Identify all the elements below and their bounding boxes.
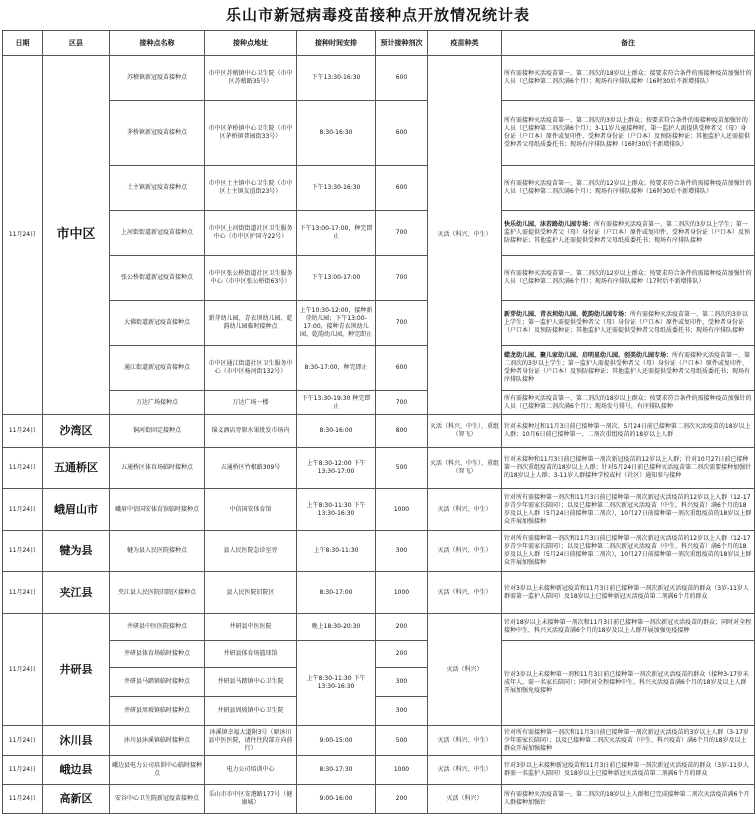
notes-cell <box>502 572 755 614</box>
site-address-cell: 万达广场一楼 <box>205 391 297 415</box>
schedule-cell: 上午8:30-12:00 下午13:30-17:00 <box>297 448 376 489</box>
site-name-cell: 夹江县人民医院旧院区接种点 <box>110 572 205 614</box>
site-name-cell: 井研县中医医院接种点 <box>110 614 205 641</box>
doses-cell: 1000 <box>376 572 428 614</box>
county-cell: 峨边县 <box>43 756 110 785</box>
site-name-cell: 通江街道新冠疫苗接种点 <box>110 346 205 391</box>
vaccine-type-cell: 灭活（科兴、中生） <box>428 726 502 756</box>
notes-cell <box>502 531 755 572</box>
header-vaccine-type: 疫苗种类 <box>428 31 502 56</box>
table-row <box>3 211 755 256</box>
table-row <box>3 301 755 346</box>
site-name-cell: 犍为县人民医院接种点 <box>110 531 205 572</box>
notes-cell <box>502 101 755 166</box>
date-cell: 11月24日 <box>3 785 43 814</box>
notes-cell <box>502 415 755 448</box>
doses-cell: 200 <box>376 785 428 814</box>
notes-cell <box>502 301 755 346</box>
doses-cell: 500 <box>376 726 428 756</box>
table-row <box>3 346 755 391</box>
header-schedule: 接种时间安排 <box>297 31 376 56</box>
site-name-cell: 铜河街固定接种点 <box>110 415 205 448</box>
site-name-cell: 张公桥街道新冠疫苗接种点 <box>110 256 205 301</box>
vaccine-type-cell: 灭活（科兴） <box>428 614 502 726</box>
page-title: 乐山市新冠病毒疫苗接种点开放情况统计表 <box>225 6 530 24</box>
table-row <box>3 756 755 785</box>
site-address-cell: 县人民医院旧院区 <box>205 572 297 614</box>
doses-cell: 700 <box>376 256 428 301</box>
site-name-cell: 茅桥镇新冠疫苗接种点 <box>110 101 205 166</box>
site-name-cell: 井研县周坡镇临时接种点 <box>110 697 205 726</box>
doses-cell: 200 <box>376 641 428 668</box>
table-row <box>3 614 755 641</box>
site-address-cell: 市中区张公桥街道社区卫生服务中心（市中区张公桥街63号） <box>205 256 297 301</box>
site-address-cell: 县人民医院急诊室旁 <box>205 531 297 572</box>
site-address-cell: 中信国安体育馆 <box>205 489 297 531</box>
notes-text: 所有需接种灭活疫苗第一、第二剂次的3岁以上学生；第一监护人需提供受种者父（母）身份证（户口本）原件或复印件、受种者身份证（户口本）及预防接种证；其他监护人还需提供受种者父母纸质委托书；现场有序排队接种 <box>504 352 751 383</box>
doses-cell: 600 <box>376 101 428 166</box>
doses-cell: 600 <box>376 166 428 211</box>
site-name-cell: 峨边县电力公司培训中心临时接种点 <box>110 756 205 785</box>
site-address-cell: 井研县体育场篮球馆 <box>205 641 297 668</box>
county-cell: 峨眉山市 <box>43 489 110 531</box>
date-cell: 11月24日 <box>3 726 43 756</box>
doses-cell: 600 <box>376 56 428 101</box>
vaccine-type-cell: 灭活（科兴） <box>428 785 502 814</box>
schedule-cell: 下午13:30-16:30 <box>297 166 376 211</box>
notes-cell <box>502 346 755 391</box>
county-cell: 五通桥区 <box>43 448 110 489</box>
notes-text: 针对未接种过和11月3日前已接种第一剂次、5月24日前已接种第二剂次灭活疫苗的18岁以上人群；10月6日前已接种第一、二剂次重组疫苗的18岁以上人群 <box>504 423 751 438</box>
site-address-cell: 新芽幼儿园、青衣坝幼儿园、乾韵幼儿园临时接种点 <box>205 301 297 346</box>
notes-text: 所有需接种灭活疫苗第一、第二剂次的3岁以上群众；按要求符合条件的需接种疫苗加强针的人员（已接种第二剂次满6个月）；3-11岁儿童接种时，第一监护人需提供受种者父（母）身份证（户口本）原件或复印件、受种者身份证（户口本）及预防接种证；其他监护人还需提供受种者父母纸质委托书；现场有序排队接种（16时30后不新增排队） <box>504 117 751 148</box>
notes-highlight: 快乐幼儿园、沫若路幼儿园专场： <box>504 221 595 228</box>
schedule-cell: 9:00-16:00 <box>297 785 376 814</box>
notes-cell <box>502 756 755 785</box>
site-name-cell: 井研县马踏镇临时接种点 <box>110 668 205 697</box>
site-address-cell: 市中区茅桥镇中心卫生院（市中区茅桥镇普园街33号） <box>205 101 297 166</box>
doses-cell: 500 <box>376 448 428 489</box>
notes-highlight: 新芽幼儿园、青衣坝幼儿园、乾韵幼儿园专场： <box>504 311 631 318</box>
county-cell: 高新区 <box>43 785 110 814</box>
doses-cell: 300 <box>376 668 428 697</box>
notes-text: 所有需接种灭活疫苗第一、第二剂次的12岁以上群众；按要求符合条件的需接种疫苗加强针的人员（已接种第二剂次满6个月）；现场有序排队接种（17时后不新增排队） <box>504 270 752 285</box>
schedule-cell: 8:30-17:30 <box>297 756 376 785</box>
doses-cell: 300 <box>376 531 428 572</box>
doses-cell: 1000 <box>376 489 428 531</box>
site-name-cell: 苏稽镇新冠疫苗接种点 <box>110 56 205 101</box>
date-cell: 11月24日 <box>3 756 43 785</box>
table-header-row <box>3 31 755 56</box>
site-address-cell: 井研县马踏镇中心卫生院 <box>205 668 297 697</box>
notes-cell <box>502 489 755 531</box>
county-cell: 犍为县 <box>43 531 110 572</box>
date-cell: 11月24日 <box>3 415 43 448</box>
site-address-cell: 井研县周坡镇中心卫生院 <box>205 697 297 726</box>
site-name-cell: 上河街街道新冠疫苗接种点 <box>110 211 205 256</box>
schedule-cell: 9:00-15:00 <box>297 726 376 756</box>
notes-cell <box>502 641 755 726</box>
table-row <box>3 726 755 756</box>
date-cell: 11月24日 <box>3 572 43 614</box>
table-row <box>3 101 755 166</box>
schedule-cell: 晚上18:30-20:30 <box>297 614 376 641</box>
notes-cell <box>502 211 755 256</box>
date-cell: 11月24日 <box>3 614 43 726</box>
site-address-cell: 市中区上河街街道社区卫生服务中心（市中区护国寺22号） <box>205 211 297 256</box>
schedule-cell: 8:30-17:00 <box>297 572 376 614</box>
notes-cell <box>502 256 755 301</box>
county-cell: 沙湾区 <box>43 415 110 448</box>
doses-cell: 800 <box>376 415 428 448</box>
header-notes: 备注 <box>502 31 755 56</box>
vaccine-type-cell: 灭活（科兴、中生） <box>428 531 502 572</box>
notes-text: 针对所有需接种第一剂次和11月3日前已接种第一剂次新冠灭活疫苗的12岁以上人群（12-17岁青少年需家长陪同）；以及已接种第二剂次新冠灭活疫苗（中生、科兴疫苗）满6个月的18岁及以上人群（5月24日前接种第二剂次），10月27日前接种第一剂次重组疫苗的18岁以上群众开展加强接种 <box>504 535 752 566</box>
date-cell: 11月24日 <box>3 489 43 531</box>
notes-cell <box>502 56 755 101</box>
table-row <box>3 415 755 448</box>
schedule-cell: 上午8:30-11:30 下午13:30-16:30 <box>297 641 376 726</box>
schedule-cell: 8:30-16:00 <box>297 415 376 448</box>
schedule-cell: 8:30-16:30 <box>297 101 376 166</box>
doses-cell: 700 <box>376 301 428 346</box>
notes-text: 所有需接种灭活疫苗第一、第二剂次的18岁以上群众；接要求符合条件的需接种疫苗加强针的人员（已接种第二剂次满6个月）；现场有序排队接种（16时30后不新增排队） <box>504 70 752 85</box>
table-row <box>3 531 755 572</box>
vaccination-table <box>2 30 755 814</box>
vaccine-type-cell: 灭活（科兴、中生） <box>428 756 502 785</box>
site-address-cell: 市中区苏稽镇中心卫生院（市中区苏稽路35号） <box>205 56 297 101</box>
site-address-cell: 市中区土主镇中心卫生院（市中区土主镇友谊街23号） <box>205 166 297 211</box>
site-address-cell: 电力公司培训中心 <box>205 756 297 785</box>
site-address-cell: 锦义酒店旁原水果批发市场内 <box>205 415 297 448</box>
table-row <box>3 489 755 531</box>
site-name-cell: 安谷中心卫生院新冠疫苗接种点 <box>110 785 205 814</box>
notes-text: 针对所有需接种第一剂次和11月3日前已接种第一剂次新冠灭活疫苗的12岁以上人群（12-17岁青少年需家长陪同）；以及已接种第二剂次新冠灭活疫苗（中生、科兴疫苗）满6个月的18岁及以上人群（5月24日前接种第二剂次），10月27日前接种第一剂次重组疫苗的18岁以上群众开展加强接种 <box>504 493 752 525</box>
date-cell: 11月24日 <box>3 56 43 415</box>
site-name-cell: 土主镇新冠疫苗接种点 <box>110 166 205 211</box>
schedule-cell: 下午13:00-17:00 <box>297 256 376 301</box>
site-name-cell: 大佛街道新冠疫苗接种点 <box>110 301 205 346</box>
vaccine-type-cell: 灭活（科兴、中生）、重组（智飞） <box>428 415 502 448</box>
table-row <box>3 572 755 614</box>
table-row <box>3 166 755 211</box>
vaccine-type-cell: 灭活（科兴、中生） <box>428 56 502 415</box>
notes-text: 所有需接种灭活疫苗第一、第二剂次的12岁以上群众；按要求符合条件的需接种疫苗加强针的人员（已接种第二剂次满6个月）；现场有序排队接种（16时30后不新增排队） <box>504 180 752 195</box>
site-address-cell: 市中区通江街道社区卫生服务中心（市中区杨河街132号） <box>205 346 297 391</box>
county-cell: 井研县 <box>43 614 110 726</box>
site-name-cell: 井研县体育场临时接种点 <box>110 641 205 668</box>
vaccine-type-cell: 灭活（科兴、中生） <box>428 572 502 614</box>
schedule-cell: 上午8:30-11:30 下午13:30-16:30 <box>297 489 376 531</box>
doses-cell: 300 <box>376 697 428 726</box>
vaccine-type-cell: 灭活（科兴、中生）、重组（智飞） <box>428 448 502 489</box>
notes-text: 针对18岁以上未接种第一剂次和11月3日前已接种第一剂次新冠灭活疫苗的群众；同时对全程接种中生、科兴灭活疫苗满6个月的18岁及以上人群开展加强免疫接种 <box>504 619 752 634</box>
notes-highlight: 蜡龙幼儿园、聚儿家幼儿园、启明星幼儿园、创美幼儿园专场： <box>504 352 673 359</box>
doses-cell: 1000 <box>376 756 428 785</box>
header-site-name: 接种点名称 <box>110 31 205 56</box>
schedule-cell: 下午13:00-17:00，种完即止 <box>297 211 376 256</box>
schedule-cell: 下午13:30-16:30 <box>297 56 376 101</box>
notes-text: 所有需接种灭活疫苗第一、第二剂次的18岁以上群众；按要求符合条件的需接种疫苗加强针的人员（已接种第二剂次满6个月）；现场发号排号，有序排队接种 <box>504 394 752 410</box>
schedule-cell: 上午10:30-12:00，接种新芽幼儿园；下午13:00-17:00，接种青衣坝幼儿园、乾韵幼儿园，种完即止 <box>297 301 376 346</box>
notes-text: 针对3岁以上未接种第一剂和11月3日前已接种第一剂次新冠灭活疫苗的群众（接种3-17岁未成年人，需一名家长陪同）；同时对全程接种中生、科兴灭活疫苗满6个月的18岁及以上人群开展加强免疫接种 <box>504 671 749 694</box>
doses-cell: 600 <box>376 346 428 391</box>
notes-text: 针对未接种和11月3日前已接种第一剂次新冠疫苗的12岁以上人群；针对10月27日前已接种第一剂次重组疫苗的18岁以上人群；针对5月24日前已接种灭活疫苗第二剂次需要接种加强针的18岁以上人群；3-11岁人群接种学校或村（社区）通知参与接种 <box>504 456 752 479</box>
notes-text: 针对3岁以上未接种新冠疫苗和11月3日前已接种第一剂次新冠灭活疫苗的群众（3岁-11岁人群需一名监护人陪同）及18岁以上已接种新冠灭活疫苗第二剂满6个月的群众 <box>504 762 749 777</box>
vaccine-type-cell: 灭活（科兴、中生） <box>428 489 502 531</box>
site-name-cell: 五通桥区体育场临时接种点 <box>110 448 205 489</box>
county-cell: 市中区 <box>43 56 110 415</box>
date-cell: 11月24日 <box>3 448 43 489</box>
table-row <box>3 785 755 814</box>
notes-text: 针对所有需接种第一剂次和11月3日前已接种第一剂次新冠灭活疫苗的3岁以上人群（3-17岁少年需家长陪同）；以及已接种第二剂次灭活疫苗（中生、科兴疫苗）满6个月的18岁及以上群众开展加强接种 <box>504 728 749 752</box>
table-row <box>3 56 755 101</box>
notes-cell <box>502 448 755 489</box>
notes-cell <box>502 391 755 415</box>
table-row <box>3 448 755 489</box>
table-row <box>3 256 755 301</box>
site-name-cell: 万达广场接种点 <box>110 391 205 415</box>
header-date: 日期 <box>3 31 43 56</box>
header-county: 区县 <box>43 31 110 56</box>
notes-cell <box>502 614 755 641</box>
notes-text: 所有需接种灭活疫苗第一、第二剂次的18岁以上人群和已完成接种第二剂次灭活疫苗满6个月人群接种加强针 <box>504 791 750 806</box>
notes-text: 所有需接种灭活疫苗第一、第二剂次的3岁以上学生；第一监护人需提供受种者父（母）身份证（户口本）原件或复印件、受种者身份证（户口本）及预防接种证；其他监护人还需提供受种者父母纸质委托书；现场有序排队接种 <box>504 221 751 244</box>
site-address-cell: 井研县中医医院 <box>205 614 297 641</box>
doses-cell: 200 <box>376 614 428 641</box>
notes-text: 针对3岁以上未接种新冠疫苗和11月3日前已接种第一剂次新冠灭活疫苗的群众（3岁-11岁人群需第一监护人陪同）及18岁以上已接种新冠灭活疫苗第二剂满6个月的群众 <box>504 584 749 600</box>
notes-cell <box>502 785 755 814</box>
site-address-cell: 五通桥区竹根路309号 <box>205 448 297 489</box>
county-cell: 沐川县 <box>43 726 110 756</box>
schedule-cell: 8:30-17:00，种完即止 <box>297 346 376 391</box>
site-address-cell: 沐溪镇幸福大道附3号（原沐川县中医医院，请往往段部方向前行） <box>205 726 297 756</box>
schedule-cell: 上午8:30-11:30 <box>297 531 376 572</box>
site-name-cell: 沐川县沐溪镇临时接种点 <box>110 726 205 756</box>
schedule-cell: 下午13:30-19:30 种完即止 <box>297 391 376 415</box>
site-address-cell: 乐山市市中区安港路177号（健康城） <box>205 785 297 814</box>
notes-cell <box>502 166 755 211</box>
county-cell: 夹江县 <box>43 572 110 614</box>
header-expected-doses: 预计接种剂次 <box>376 31 428 56</box>
notes-cell <box>502 726 755 756</box>
doses-cell: 700 <box>376 211 428 256</box>
header-site-address: 接种点地址 <box>205 31 297 56</box>
doses-cell: 700 <box>376 391 428 415</box>
site-name-cell: 峨眉中信国安体育馆临时接种点 <box>110 489 205 531</box>
table-row <box>3 391 755 415</box>
date-cell: 11月24日 <box>3 531 43 572</box>
notes-text: 所有需接种灭活疫苗第一、第二剂次的3岁以上学生；第一监护人需提供受种者父（母）身份证（户口本）原件或复印件、受种者身份证（户口本）及预防接种证；其他监护人还需提供受种者父母纸质委托书；现场有序排队接种 <box>504 311 748 334</box>
table-row <box>3 641 755 668</box>
